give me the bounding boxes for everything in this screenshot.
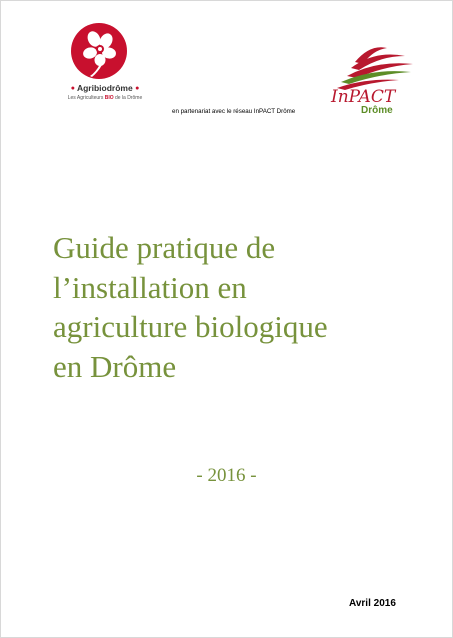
svg-text:InPACT: InPACT xyxy=(331,87,396,107)
year-label: - 2016 - xyxy=(196,465,257,486)
partnership-text: en partenariat avec le réseau InPACT Drôme xyxy=(172,108,296,115)
agribiodrome-logo xyxy=(60,22,150,104)
inpact-drome-logo xyxy=(325,42,425,114)
agribiodrome-tagline: Les Agriculteurs BIO de la Drôme xyxy=(67,95,143,101)
agribiodrome-flower-icon xyxy=(70,22,128,80)
agribiodrome-name: ● Agribiodrôme ● xyxy=(70,83,140,93)
title-line: en Drôme xyxy=(53,348,177,384)
title-line: Guide pratique de xyxy=(53,230,276,265)
title-line: l’installation en xyxy=(53,269,247,305)
title-line: agriculture biologique xyxy=(53,309,328,344)
document-title xyxy=(53,228,433,386)
svg-text:Drôme: Drôme xyxy=(361,105,393,114)
publication-date: Avril 2016 xyxy=(349,598,396,609)
